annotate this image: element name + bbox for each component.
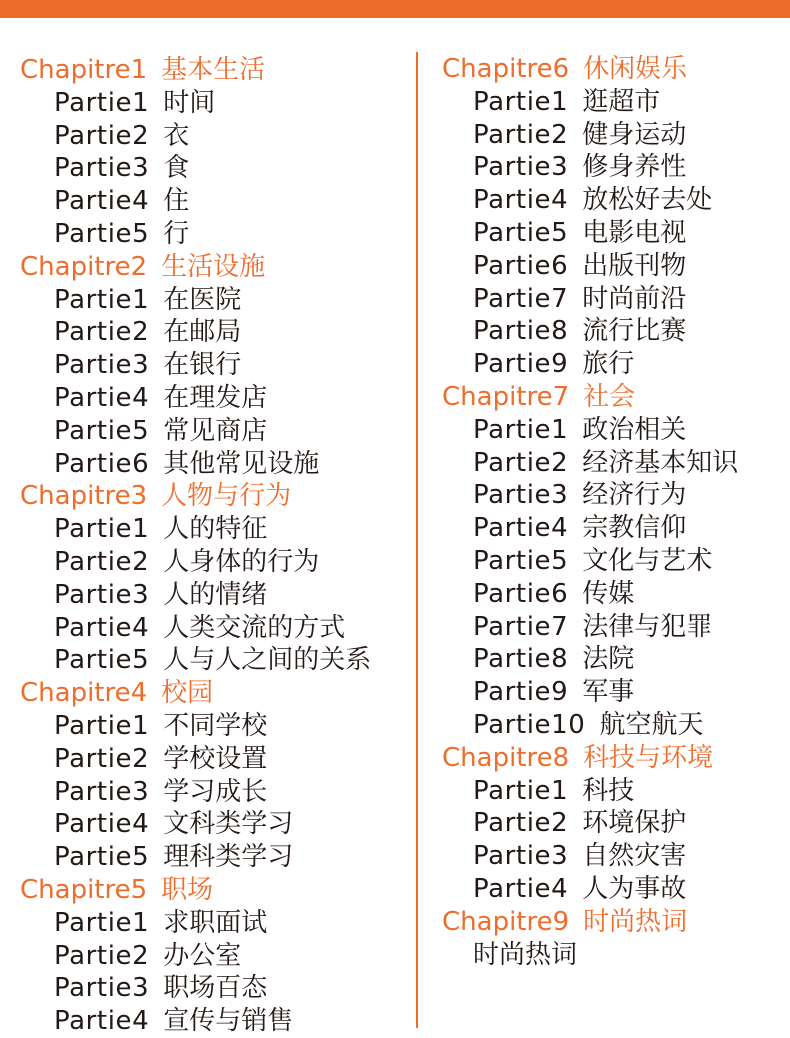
part-number: Partie1	[54, 710, 150, 741]
part-number: Partie9	[473, 677, 569, 708]
part-title: 人与人之间的关系	[163, 645, 372, 676]
part-title: 在邮局	[163, 317, 242, 348]
chapter-number: Chapitre1	[20, 55, 148, 85]
part-entry[interactable]	[20, 972, 371, 1005]
part-entry[interactable]	[20, 743, 371, 776]
chapter-title: 社会	[583, 381, 636, 412]
part-title: 常见商店	[163, 415, 268, 446]
chapter-title: 休闲娱乐	[583, 54, 688, 84]
part-entry[interactable]	[442, 643, 738, 676]
chapter-title: 基本生活	[161, 55, 266, 85]
part-entry[interactable]	[442, 807, 738, 840]
part-number: Partie2	[473, 808, 569, 839]
part-entry[interactable]	[442, 151, 738, 184]
part-number: Partie1	[473, 775, 569, 806]
part-title: 人为事故	[582, 873, 687, 904]
chapter-heading[interactable]	[442, 53, 738, 86]
part-number: Partie1	[54, 284, 150, 315]
part-number: Partie2	[54, 743, 150, 774]
part-entry[interactable]	[442, 86, 738, 119]
part-number: Partie5	[54, 218, 150, 249]
part-entry[interactable]	[442, 184, 738, 217]
part-number: Partie6	[473, 250, 569, 281]
part-title: 在理发店	[163, 382, 268, 413]
part-entry[interactable]	[20, 1005, 371, 1038]
part-number: Partie7	[473, 283, 569, 314]
part-title: 学校设置	[163, 743, 268, 774]
part-number: Partie2	[54, 940, 150, 971]
part-number: Partie7	[473, 611, 569, 642]
part-entry[interactable]	[442, 611, 738, 644]
chapter-heading[interactable]	[20, 251, 371, 284]
part-entry[interactable]	[442, 283, 738, 316]
part-title: 人的特征	[163, 514, 268, 545]
chapter-heading[interactable]	[442, 742, 738, 775]
part-title: 时尚前沿	[582, 283, 687, 314]
part-number: Partie10	[473, 709, 586, 740]
part-entry[interactable]	[20, 448, 371, 481]
part-number: Partie3	[54, 973, 150, 1004]
part-title: 环境保护	[582, 808, 687, 839]
part-entry[interactable]	[20, 776, 371, 809]
part-entry[interactable]	[442, 512, 738, 545]
part-number: Partie2	[54, 546, 150, 577]
part-entry[interactable]	[442, 447, 738, 480]
part-title: 流行比赛	[582, 316, 687, 347]
top-accent-bar	[0, 0, 790, 18]
part-number: Partie2	[54, 317, 150, 348]
part-entry[interactable]	[20, 349, 371, 382]
chapter-number: Chapitre5	[20, 874, 148, 905]
part-number: Partie5	[473, 545, 569, 576]
part-entry[interactable]	[442, 840, 738, 873]
chapter-title: 时尚热词	[583, 906, 688, 937]
part-entry[interactable]	[442, 414, 738, 447]
part-number: Partie2	[54, 120, 150, 151]
part-title: 法院	[582, 644, 635, 675]
part-number: Partie1	[473, 414, 569, 445]
part-title: 放松好去处	[582, 185, 713, 216]
part-title: 政治相关	[582, 414, 687, 445]
part-title: 职场百态	[163, 973, 268, 1004]
part-number: Partie4	[473, 873, 569, 904]
part-number: Partie3	[473, 480, 569, 511]
part-title: 办公室	[163, 940, 242, 971]
part-number: Partie5	[54, 842, 150, 873]
chapter-number: Chapitre8	[442, 742, 570, 773]
part-entry[interactable]	[442, 709, 738, 742]
part-entry[interactable]	[442, 315, 738, 348]
part-entry[interactable]	[20, 612, 371, 645]
chapter-heading[interactable]	[442, 381, 738, 414]
toc-right-column	[442, 53, 738, 971]
part-title: 理科类学习	[163, 842, 294, 873]
chapter-title: 校园	[161, 678, 214, 709]
part-title: 人身体的行为	[163, 546, 320, 577]
part-entry[interactable]	[20, 841, 371, 874]
chapter-heading[interactable]	[20, 874, 371, 907]
part-entry[interactable]	[20, 644, 371, 677]
part-title: 自然灾害	[582, 841, 687, 872]
part-entry[interactable]	[442, 348, 738, 381]
part-number: Partie3	[54, 153, 150, 184]
part-number: Partie4	[54, 382, 150, 413]
part-number: Partie6	[54, 448, 150, 479]
chapter-title: 科技与环境	[583, 742, 714, 773]
part-entry[interactable]	[442, 775, 738, 808]
part-title: 在医院	[163, 284, 242, 315]
part-entry[interactable]	[20, 284, 371, 317]
part-entry[interactable]	[20, 218, 371, 251]
chapter-heading[interactable]	[20, 677, 371, 710]
part-title: 住	[163, 186, 190, 217]
part-entry[interactable]	[20, 513, 371, 546]
part-entry[interactable]	[20, 316, 371, 349]
part-entry[interactable]	[20, 382, 371, 415]
chapter-number: Chapitre3	[20, 481, 148, 512]
part-title: 不同学校	[163, 710, 268, 741]
part-number: Partie4	[473, 513, 569, 544]
part-title: 学习成长	[163, 776, 268, 807]
part-title: 时尚热词	[473, 939, 578, 970]
part-title: 人类交流的方式	[163, 612, 346, 643]
part-title: 宣传与销售	[163, 1006, 294, 1037]
chapter-number: Chapitre4	[20, 678, 148, 709]
part-title: 人的情绪	[163, 579, 268, 610]
chapter-heading[interactable]	[20, 54, 371, 87]
part-number: Partie4	[54, 1006, 150, 1037]
part-number: Partie8	[473, 644, 569, 675]
part-entry[interactable]	[442, 873, 738, 906]
part-title: 求职面试	[163, 907, 268, 938]
part-number: Partie8	[473, 316, 569, 347]
part-number: Partie3	[54, 579, 150, 610]
part-title: 出版刊物	[582, 250, 687, 281]
chapter-number: Chapitre9	[442, 906, 570, 937]
part-title: 军事	[582, 677, 635, 708]
part-entry[interactable]	[20, 415, 371, 448]
part-entry[interactable]	[20, 907, 371, 940]
part-number: Partie5	[54, 645, 150, 676]
part-entry[interactable]	[20, 710, 371, 743]
part-number: Partie5	[473, 217, 569, 248]
part-entry[interactable]	[20, 185, 371, 218]
part-title: 行	[163, 218, 190, 249]
part-number: Partie1	[54, 514, 150, 545]
part-title: 健身运动	[582, 119, 687, 150]
part-entry[interactable]	[442, 119, 738, 152]
toc-left-column	[20, 54, 371, 1038]
part-title: 经济行为	[582, 480, 687, 511]
part-entry[interactable]	[20, 152, 371, 185]
part-title: 宗教信仰	[582, 513, 687, 544]
part-title: 其他常见设施	[163, 448, 320, 479]
part-entry[interactable]	[442, 479, 738, 512]
part-title: 法律与犯罪	[582, 611, 713, 642]
part-entry[interactable]	[442, 939, 738, 972]
part-entry[interactable]	[20, 87, 371, 120]
part-number: Partie1	[54, 87, 150, 118]
part-number: Partie6	[473, 578, 569, 609]
chapter-title: 生活设施	[161, 251, 266, 282]
part-entry[interactable]	[442, 676, 738, 709]
part-number: Partie4	[54, 809, 150, 840]
part-entry[interactable]	[20, 579, 371, 612]
chapter-title: 职场	[161, 874, 214, 905]
part-number: Partie1	[54, 907, 150, 938]
part-title: 食	[163, 153, 190, 184]
part-title: 逛超市	[582, 86, 661, 117]
part-number: Partie9	[473, 349, 569, 380]
part-title: 文科类学习	[163, 809, 294, 840]
part-number: Partie4	[54, 612, 150, 643]
column-divider	[416, 52, 418, 1028]
part-number: Partie5	[54, 415, 150, 446]
part-title: 旅行	[582, 349, 635, 380]
part-title: 修身养性	[582, 152, 687, 183]
part-title: 衣	[163, 120, 190, 151]
part-title: 经济基本知识	[582, 447, 739, 478]
part-entry[interactable]	[20, 940, 371, 973]
part-number: Partie4	[54, 186, 150, 217]
part-entry[interactable]	[442, 250, 738, 283]
part-entry[interactable]	[20, 808, 371, 841]
part-title: 传媒	[582, 578, 635, 609]
part-title: 文化与艺术	[582, 545, 713, 576]
part-entry[interactable]	[442, 217, 738, 250]
part-number: Partie1	[473, 86, 569, 117]
part-entry[interactable]	[20, 546, 371, 579]
chapter-number: Chapitre7	[442, 381, 570, 412]
part-entry[interactable]	[442, 545, 738, 578]
part-title: 科技	[582, 775, 635, 806]
part-entry[interactable]	[442, 578, 738, 611]
part-title: 时间	[163, 87, 216, 118]
chapter-title: 人物与行为	[161, 481, 292, 512]
chapter-number: Chapitre6	[442, 54, 570, 84]
part-number: Partie3	[473, 841, 569, 872]
chapter-number: Chapitre2	[20, 251, 148, 282]
part-number: Partie3	[54, 350, 150, 381]
part-title: 电影电视	[582, 217, 687, 248]
part-entry[interactable]	[20, 120, 371, 153]
part-title: 航空航天	[599, 709, 704, 740]
part-number: Partie4	[473, 185, 569, 216]
chapter-heading[interactable]	[20, 480, 371, 513]
part-number: Partie3	[473, 152, 569, 183]
part-number: Partie2	[473, 119, 569, 150]
part-number: Partie3	[54, 776, 150, 807]
part-title: 在银行	[163, 350, 242, 381]
part-number: Partie2	[473, 447, 569, 478]
chapter-heading[interactable]	[442, 906, 738, 939]
